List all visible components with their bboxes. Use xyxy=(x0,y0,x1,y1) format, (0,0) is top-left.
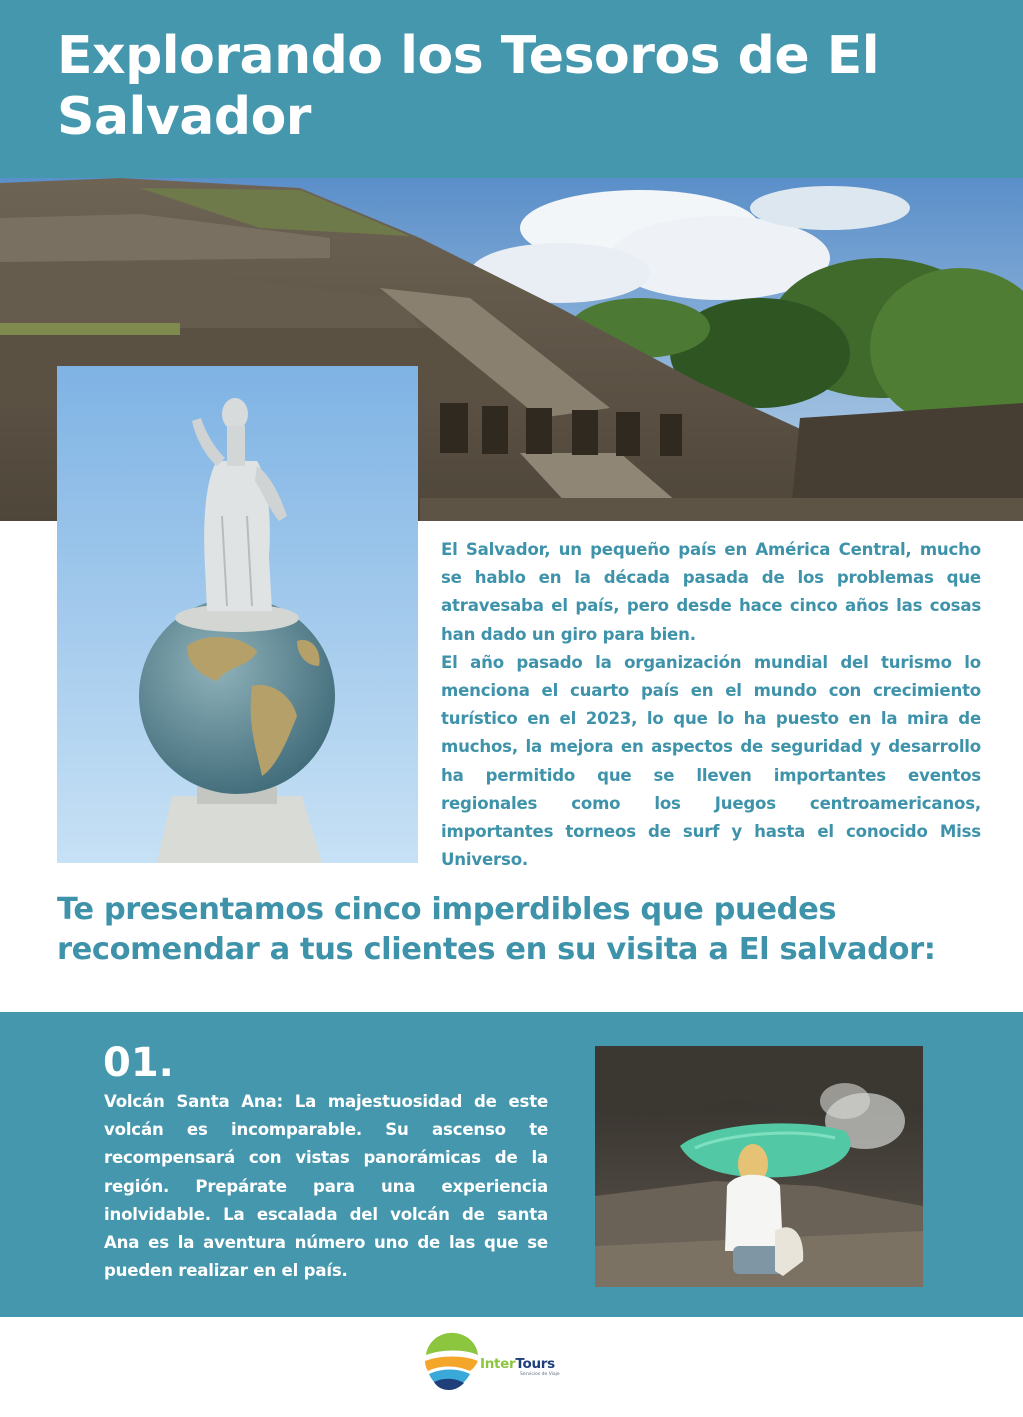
intro-paragraph-1: El Salvador, un pequeño país en América Central, mucho se hablo en la década pasada de los problemas que atravesaba el país, pero desde hace cinco años las cosas han dado un giro para bien. xyxy=(441,540,981,644)
logo-wordmark xyxy=(480,1356,555,1372)
logo-wordmark-tours: Tours xyxy=(515,1356,555,1372)
logo-tagline: Servicios de Viaje xyxy=(520,1372,560,1377)
item-description: Volcán Santa Ana: La majestuosidad de este volcán es incomparable. Su ascenso te recompensará con vistas panorámicas de la región. Prepárate para una experiencia inolvidable. La escalada del volcán de santa Ana es la aventura número uno de las que se pueden realizar en el país. xyxy=(104,1092,548,1281)
savior-statue-photo xyxy=(57,366,418,863)
section-subheading: Te presentamos cinco imperdibles que puedes recomendar a tus clientes en su visita a El salvador: xyxy=(57,892,936,967)
item-number: 01. xyxy=(103,1040,174,1086)
intro-text xyxy=(441,536,981,874)
logo-wordmark-inter: Inter xyxy=(480,1356,516,1372)
intro-paragraph-2: El año pasado la organización mundial del turismo lo menciona el cuarto país en el mundo con crecimiento turístico en el 2023, lo que lo ha puesto en la mira de muchos, la mejora en aspectos de seguridad y desarrollo ha permitido que se lleven importantes eventos regionales como los Juegos centroamericanos, importantes torneos de surf y hasta el conocido Miss Universo. xyxy=(441,652,981,870)
volcano-crater-photo xyxy=(595,1046,923,1287)
page-title: Explorando los Tesoros de El Salvador xyxy=(57,26,880,147)
